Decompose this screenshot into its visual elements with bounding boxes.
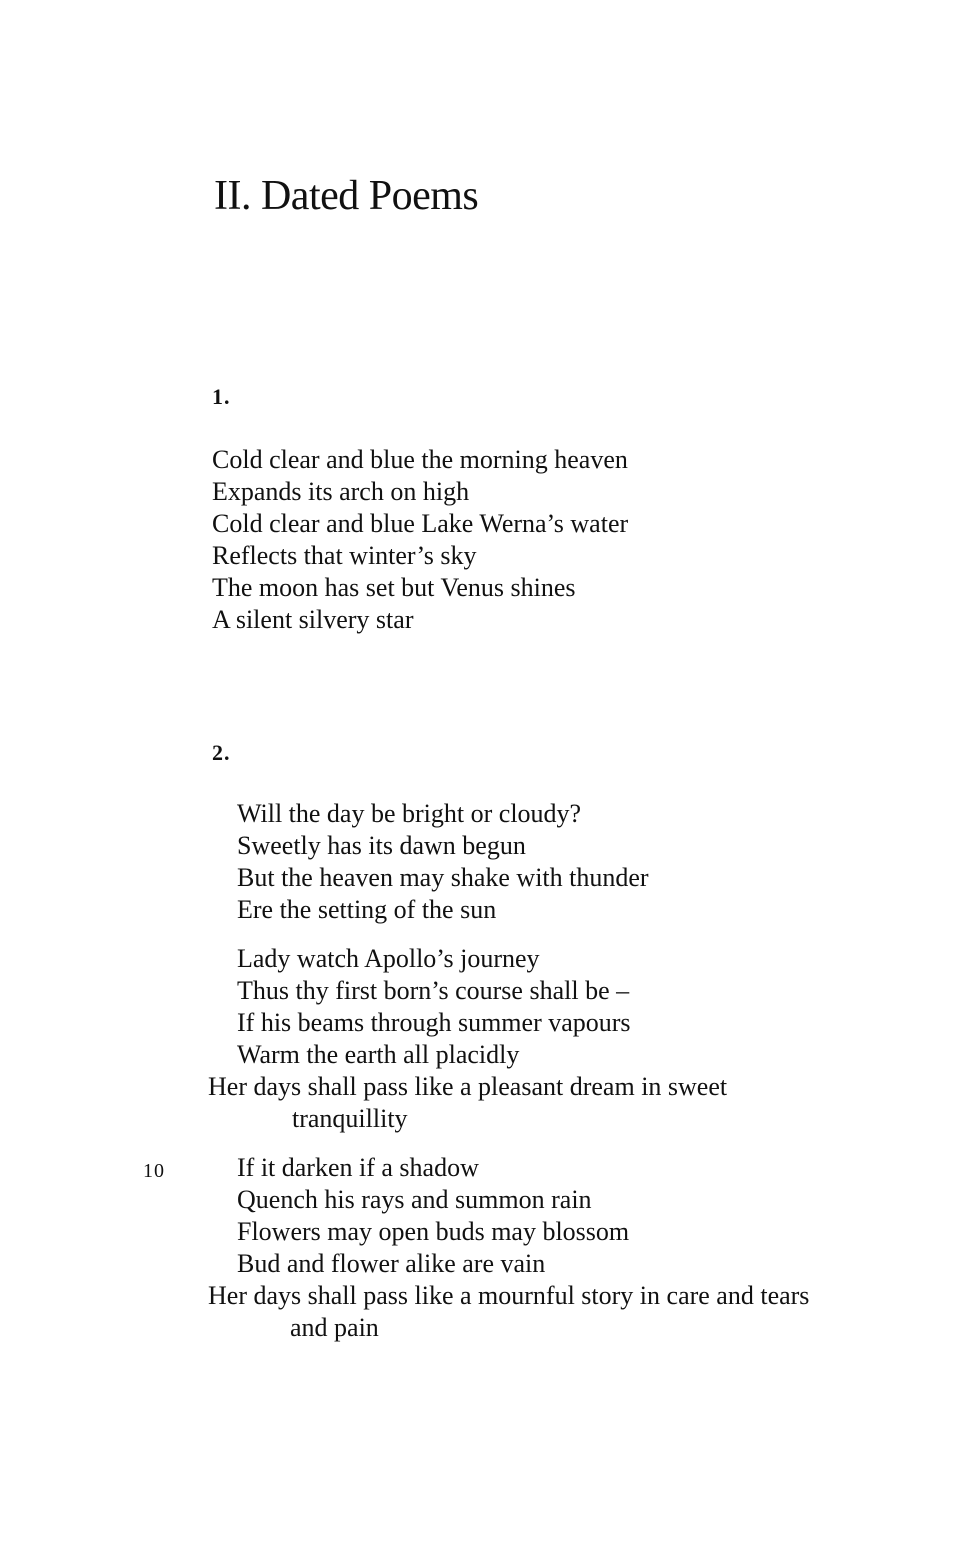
poem-2-stanza-1 (0, 798, 967, 926)
section-title: II. Dated Poems (214, 173, 479, 219)
poem-line: Thus thy first born’s course shall be – (237, 976, 630, 1005)
poem-number: 2. (212, 740, 231, 765)
poem-line: Sweetly has its dawn begun (237, 831, 526, 860)
poem-line: Reflects that winter’s sky (212, 541, 477, 570)
poem-line: The moon has set but Venus shines (212, 573, 576, 602)
poem-line: But the heaven may shake with thunder (237, 863, 649, 892)
poem-line: A silent silvery star (212, 605, 414, 634)
poem-line: Expands its arch on high (212, 477, 470, 506)
poem-2-stanza-3 (0, 1152, 967, 1344)
poem-line: Will the day be bright or cloudy? (237, 799, 582, 828)
poem-line: If his beams through summer vapours (237, 1008, 631, 1037)
line-number: 10 (143, 1160, 165, 1182)
poem-line: If it darken if a shadow (237, 1153, 479, 1182)
poem-line: Lady watch Apollo’s journey (237, 944, 540, 973)
poem-line: Bud and flower alike are vain (237, 1249, 546, 1278)
poem-1-stanza (0, 444, 967, 636)
poem-line: Her days shall pass like a mournful story in care and tears (208, 1281, 810, 1310)
poem-line-continuation: tranquillity (292, 1104, 408, 1133)
poem-number: 1. (212, 384, 231, 409)
poem-line: Flowers may open buds may blossom (237, 1217, 630, 1246)
poem-line: Her days shall pass like a pleasant dream in sweet (208, 1072, 728, 1101)
poem-line: Ere the setting of the sun (237, 895, 497, 924)
poem-line: Cold clear and blue Lake Werna’s water (212, 509, 629, 538)
poem-2-stanza-2 (0, 943, 967, 1135)
poem-line: Warm the earth all placidly (237, 1040, 520, 1069)
poem-line: Quench his rays and summon rain (237, 1185, 592, 1214)
poem-line-continuation: and pain (290, 1313, 379, 1342)
poem-line: Cold clear and blue the morning heaven (212, 445, 628, 474)
